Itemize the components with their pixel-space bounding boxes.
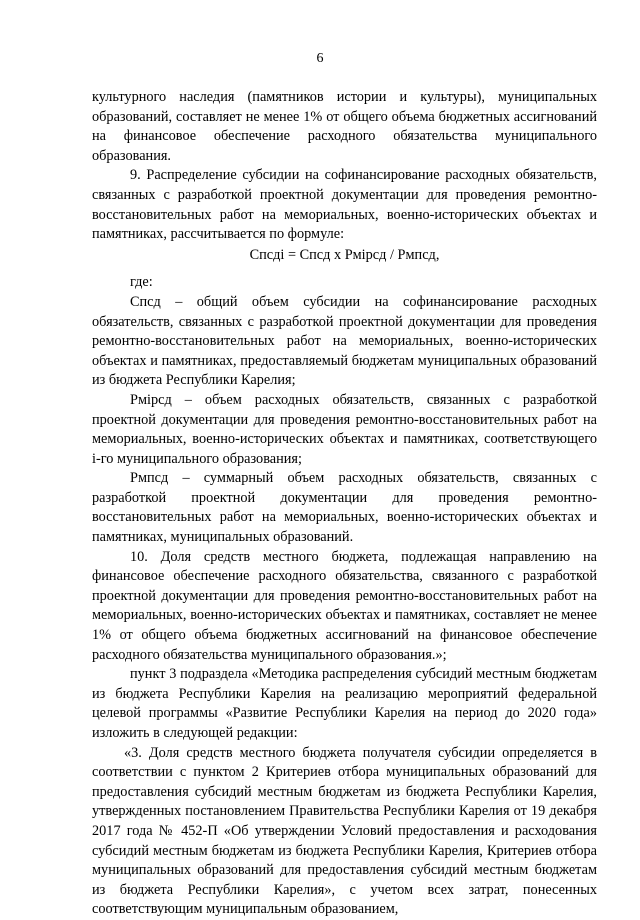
formula: Спсдi = Спсд x Рмipсд / Рмпсд, [249, 246, 440, 263]
definition-rmpsd: Рмпсд – суммарный объем расходных обязательств, связанных с разработкой проектной документации для проведения ремонтно-восстановительных работ на мемориальных, военно-исторических объектах и памятниках, муниципальных образований. [92, 470, 597, 546]
definition-rmipsd: Рмipсд – объем расходных обязательств, связанных с разработкой проектной документации для проведения ремонтно-восстановительных работ на мемориальных, военно-исторических объектах и памятниках, соответствующего i-го муниципального образования; [92, 391, 597, 467]
paragraph-10: 10. Доля средств местного бюджета, подлежащая направлению на финансовое обеспечение расходного обязательства, связанного с разработкой проектной документации для проведения ремонтно-восстановительных работ на мемориальных, военно-исторических объектах и памятниках, составляет не менее 1% от общего объема бюджетных ассигнований на финансовое обеспечение расходного обязательства муниципального образования.»; [92, 548, 597, 663]
definition-spsd: Спсд – общий объем субсидии на софинансирование расходных обязательств, связанных с разработкой проектной документации для проведения ремонтно-восстановительных работ на мемориальных, военно-исторических объектах и памятниках, предоставляемый бюджетам муниципальных образований из бюджета Республики Карелия; [92, 293, 597, 389]
paragraph-continuation: культурного наследия (памятников истории и культуры), муниципальных образований, составляет не менее 1% от общего объема бюджетных ассигнований на финансовое обеспечение расходного обязательства муниципального образования. [92, 89, 597, 164]
page-number: 6 [316, 51, 324, 66]
paragraph-9: 9. Распределение субсидии на софинансирование расходных обязательств, связанных с разработкой проектной документации для проведения ремонтно-восстановительных работ на мемориальных, военно-исторических объектах и памятниках, рассчитывается по формуле: [92, 167, 597, 243]
paragraph-quoted-3: «3. Доля средств местного бюджета получателя субсидии определяется в соответствии с пунктом 2 Критериев отбора муниципальных образований для предоставления субсидий местным бюджетам из бюджета Республики Карелия, утвержденных постановлением Правительства Республики Карелия от 19 декабря 2017 года № 452-П «Об утверждении Условий предоставления и расходования субсидий местным бюджетам из бюджета Республики Карелия, Критериев отбора муниципальных образований для предоставления субсидий местным бюджетам из бюджета Республики Карелия», с учетом всех затрат, понесенных соответствующим муниципальным образованием, [92, 744, 597, 918]
paragraph-where: где: [130, 274, 153, 291]
paragraph-point-3: пункт 3 подраздела «Методика распределения субсидий местным бюджетам из бюджета Республики Карелия на реализацию мероприятий федеральной целевой программы «Развитие Республики Карелия на период до 2020 года» изложить в следующей редакции: [92, 666, 597, 741]
document-body [92, 88, 597, 920]
